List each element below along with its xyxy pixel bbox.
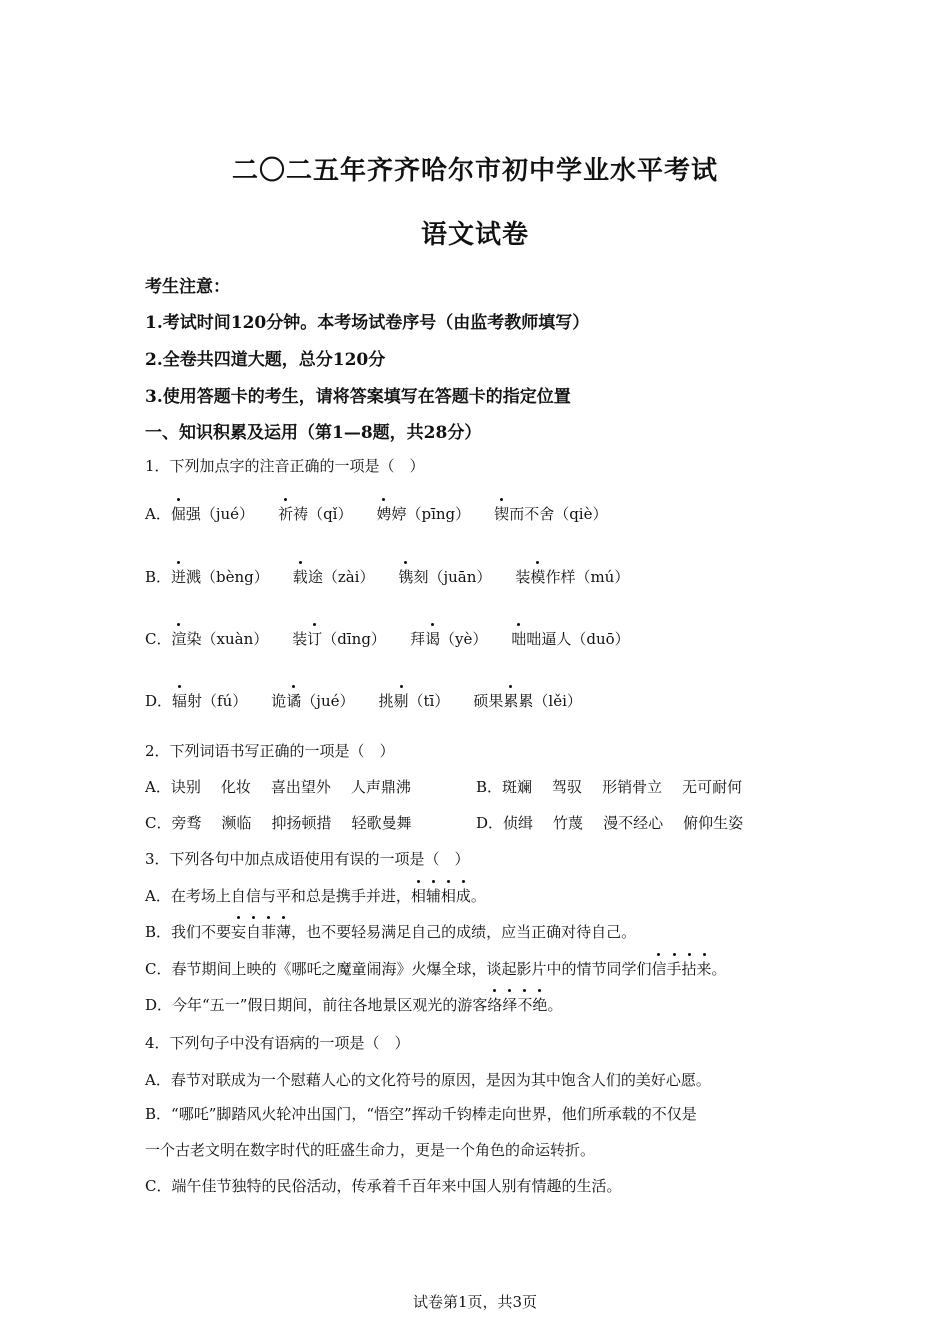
pinyin-item: 而不舍（qiè） [509,505,608,523]
q4-option-b-line1: B．“哪吒”脚踏风火轮冲出国门，“悟空”挥动千钧棒走向世界，他们所承载的不仅是 [145,1105,697,1123]
exam-title: 二〇二五年齐齐哈尔市初中学业水平考试 [231,156,718,186]
dotted-char: 谒 [424,630,440,648]
dotted-char: 薄 [276,923,292,941]
q1-stem: 1．下列加点字的注音正确的一项是（ ） [145,457,425,475]
dotted-char: 渲 [171,630,187,648]
option-text: C．春节期间上映的《哪吒之魔童闹海》火爆全球，谈起影片中的情节同学们 [145,960,652,978]
q4-stem: 4．下列句子中没有语病的一项是（ ） [145,1034,410,1052]
q4-option-b-line2: 一个古老文明在数字时代的旺盛生命力，更是一个角色的命运转折。 [145,1141,596,1159]
page-footer: 试卷第1页，共3页 [412,1293,538,1311]
dotted-char: 累 [503,692,519,710]
option-label: C． [145,814,172,832]
dotted-char: 来 [696,960,712,978]
word: 斑斓 [502,778,533,796]
word: 喜出望外 [270,778,331,796]
exam-subtitle: 语文试卷 [420,220,529,250]
notice-item-1: 1.考试时间120分钟。本考场试卷序号（由监考教师填写） [145,313,590,333]
option-text: D．今年“五一”假日期间，前往各地景区观光的游客 [145,996,488,1014]
pinyin-item: 溅（bèng） [186,568,269,586]
q2-stem: 2．下列词语书写正确的一项是（ ） [145,742,395,760]
q3-option-d [145,994,562,1015]
dotted-char: 迸 [171,568,187,586]
word: 旁骛 [171,814,202,832]
dotted-char: 载 [292,568,308,586]
dotted-char: 相 [440,887,456,905]
word: 化妆 [220,778,251,796]
dotted-char: 咄 [511,630,527,648]
dotted-char: 不 [517,996,533,1014]
q2-option-b [476,776,742,797]
q3-option-a [145,885,486,906]
dotted-char: 菲 [261,923,277,941]
option-label: C． [145,630,172,648]
notice-item-3: 3.使用答题卡的考生，请将答案填写在答题卡的指定位置 [145,387,571,407]
pinyin-item: 刻（juān） [413,568,492,586]
notice-item-2: 2.全卷共四道大题，总分120分 [145,350,386,370]
option-label: A． [145,778,171,796]
option-label: B． [145,568,172,586]
q4-option-a: A．春节对联成为一个慰藉人心的文化符号的原因，是因为其中饱含人们的美好心愿。 [145,1071,711,1089]
option-label: D． [476,814,504,832]
pinyin-item: 强（jué） [185,505,255,523]
word: 漫不经心 [603,814,664,832]
word: 抑扬顿措 [271,814,332,832]
word: 无可耐何 [682,778,743,796]
dotted-char: 锲 [494,505,510,523]
option-text: B．我们不要 [145,923,232,941]
dotted-char: 娉 [376,505,392,523]
notice-heading: 考生注意： [145,277,230,297]
option-text: ，也不要轻易满足自己的成绩，应当正确对待自己。 [291,923,637,941]
pinyin-item: （tī） [408,692,450,710]
dotted-char: 模 [530,568,546,586]
pinyin-item: 装 [515,568,531,586]
dotted-char: 剔 [393,692,409,710]
dotted-char: 信 [651,960,667,978]
q4-option-c: C．端午佳节独特的民俗活动，传承着千百年来中国人别有情趣的生活。 [145,1177,622,1195]
q2-option-a [145,776,411,797]
dotted-char: 绝 [532,996,548,1014]
word: 竹蔑 [553,814,584,832]
word: 濒临 [221,814,252,832]
dotted-char: 手 [666,960,682,978]
option-text: A．在考场上自信与平和总是携手并进， [145,887,411,905]
option-text: 。 [711,960,727,978]
section-1-heading: 一、知识积累及运用（第1—8题，共28分） [145,423,482,443]
pinyin-item: 咄逼人（duō） [526,630,630,648]
q1-option-b [145,566,629,587]
word: 驾驭 [552,778,583,796]
pinyin-item: （jué） [301,692,355,710]
pinyin-item: 染（xuàn） [186,630,269,648]
dotted-char: 辐 [172,692,188,710]
pinyin-item: 拜 [409,630,425,648]
q3-stem: 3．下列各句中加点成语使用有误的一项是（ ） [145,850,470,868]
q2-option-d [476,812,743,833]
pinyin-item: 祷（qǐ） [293,505,353,523]
dotted-char: 镌 [398,568,414,586]
dotted-char: 辅 [425,887,441,905]
word: 人声鼎沸 [350,778,411,796]
pinyin-item: 途（zài） [307,568,375,586]
dotted-char: 订 [307,630,323,648]
pinyin-item: 装 [292,630,308,648]
option-text: 。 [547,996,563,1014]
dotted-char: 祈 [278,505,294,523]
dotted-char: 绎 [502,996,518,1014]
pinyin-item: 挑 [378,692,394,710]
dotted-char: 自 [246,923,262,941]
pinyin-item: （dīng） [322,630,386,648]
dotted-char: 拈 [681,960,697,978]
pinyin-item: （yè） [439,630,488,648]
pinyin-item: 累（lěi） [518,692,582,710]
q1-option-d [145,690,582,711]
pinyin-item: 诡 [271,692,287,710]
dotted-char: 络 [487,996,503,1014]
option-label: B． [476,778,503,796]
option-label: A． [145,505,171,523]
q3-option-c [145,958,727,979]
word: 侦缉 [503,814,534,832]
pinyin-item: 作样（mú） [545,568,630,586]
option-label: D． [145,692,173,710]
word: 轻歌曼舞 [351,814,412,832]
pinyin-item: 射（fú） [187,692,248,710]
q1-option-a [145,503,607,524]
dotted-char: 妄 [231,923,247,941]
pinyin-item: 硕果 [473,692,504,710]
q2-option-c [145,812,412,833]
option-text: 。 [470,887,486,905]
pinyin-item: 婷（pīng） [391,505,471,523]
word: 俯仰生姿 [683,814,744,832]
dotted-char: 成 [455,887,471,905]
dotted-char: 相 [410,887,426,905]
word: 形销骨立 [602,778,663,796]
dotted-char: 倔 [170,505,186,523]
q1-option-c [145,628,630,649]
dotted-char: 谲 [286,692,302,710]
q3-option-b [145,921,636,942]
word: 诀别 [170,778,201,796]
